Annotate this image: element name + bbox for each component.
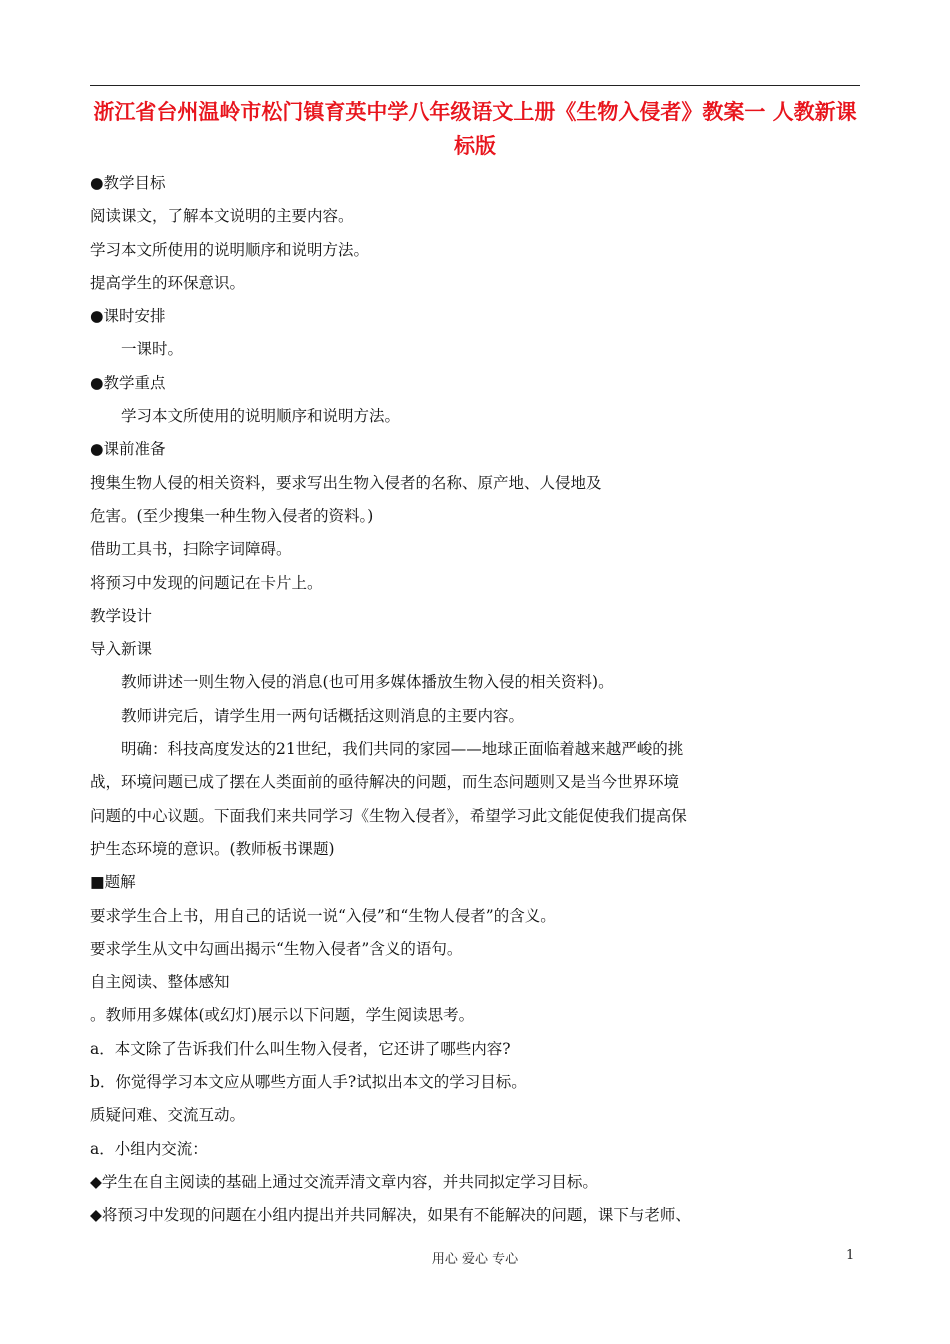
body-line: ●课前准备 <box>90 440 166 459</box>
body-line: a．小组内交流： <box>90 1139 208 1158</box>
body-line: 教学设计 <box>90 606 153 625</box>
body-line: b．你觉得学习本文应从哪些方面人手?试拟出本文的学习目标。 <box>90 1073 527 1092</box>
body-line: 教师讲述一则生物入侵的消息(也可用多媒体播放生物入侵的相关资料)。 <box>121 673 614 692</box>
footer-motto: 用心 爱心 专心 <box>431 1252 519 1267</box>
body-line: ◆将预习中发现的问题在小组内提出并共同解决，如果有不能解决的问题，课下与老师、 <box>90 1206 691 1225</box>
body-line: 要求学生合上书，用自己的话说一说“入侵”和“生物人侵者”的含义。 <box>90 906 556 925</box>
body-line: 一课时。 <box>121 340 184 359</box>
body-line: 质疑问难、交流互动。 <box>90 1106 246 1125</box>
body-line: 导入新课 <box>90 640 153 659</box>
header-rule <box>90 85 860 86</box>
body-line: 阅读课文，了解本文说明的主要内容。 <box>90 207 354 226</box>
body-line: 要求学生从文中勾画出揭示“生物入侵者”含义的语句。 <box>90 939 463 958</box>
body-line: 。教师用多媒体(或幻灯)展示以下问题，学生阅读思考。 <box>90 1006 475 1025</box>
body-line: ■题解 <box>90 873 136 892</box>
body-line: 将预习中发现的问题记在卡片上。 <box>90 573 323 592</box>
page-number: 1 <box>846 1248 855 1263</box>
body-line: 护生态环境的意识。(教师板书课题) <box>90 839 335 858</box>
body-line: 提高学生的环保意识。 <box>90 273 246 292</box>
document-title: 浙江省台州温岭市松门镇育英中学八年级语文上册《生物入侵者》教案一 人教新课标版 <box>93 99 857 158</box>
body-line: ◆学生在自主阅读的基础上通过交流弄清文章内容，并共同拟定学习目标。 <box>90 1172 598 1191</box>
body-line: 战，环境问题已成了摆在人类面前的亟待解决的问题，而生态问题则又是当今世界环境 <box>90 773 680 792</box>
body-line: 借助工具书，扫除字词障碍。 <box>90 540 292 559</box>
body-line: 问题的中心议题。下面我们来共同学习《生物入侵者》，希望学习此文能促使我们提高保 <box>90 806 687 825</box>
body-line: 搜集生物人侵的相关资料，要求写出生物入侵者的名称、原产地、人侵地及 <box>90 473 602 492</box>
body-line: 学习本文所使用的说明顺序和说明方法。 <box>90 240 370 259</box>
body-line: 学习本文所使用的说明顺序和说明方法。 <box>121 407 401 426</box>
body-line: 教师讲完后，请学生用一两句话概括这则消息的主要内容。 <box>121 706 525 725</box>
body-line: a．本文除了告诉我们什么叫生物入侵者，它还讲了哪些内容? <box>90 1039 511 1058</box>
body-line: 危害。(至少搜集一种生物入侵者的资料。) <box>90 506 374 525</box>
body-line: ●教学重点 <box>90 373 166 392</box>
body-line: ●课时安排 <box>90 307 166 326</box>
body-line: 自主阅读、整体感知 <box>90 973 230 992</box>
body-line: 明确：科技高度发达的21世纪，我们共同的家园——地球正面临着越来越严峻的挑 <box>121 740 684 759</box>
body-line: ●教学目标 <box>90 174 166 192</box>
document-body <box>90 167 860 1233</box>
